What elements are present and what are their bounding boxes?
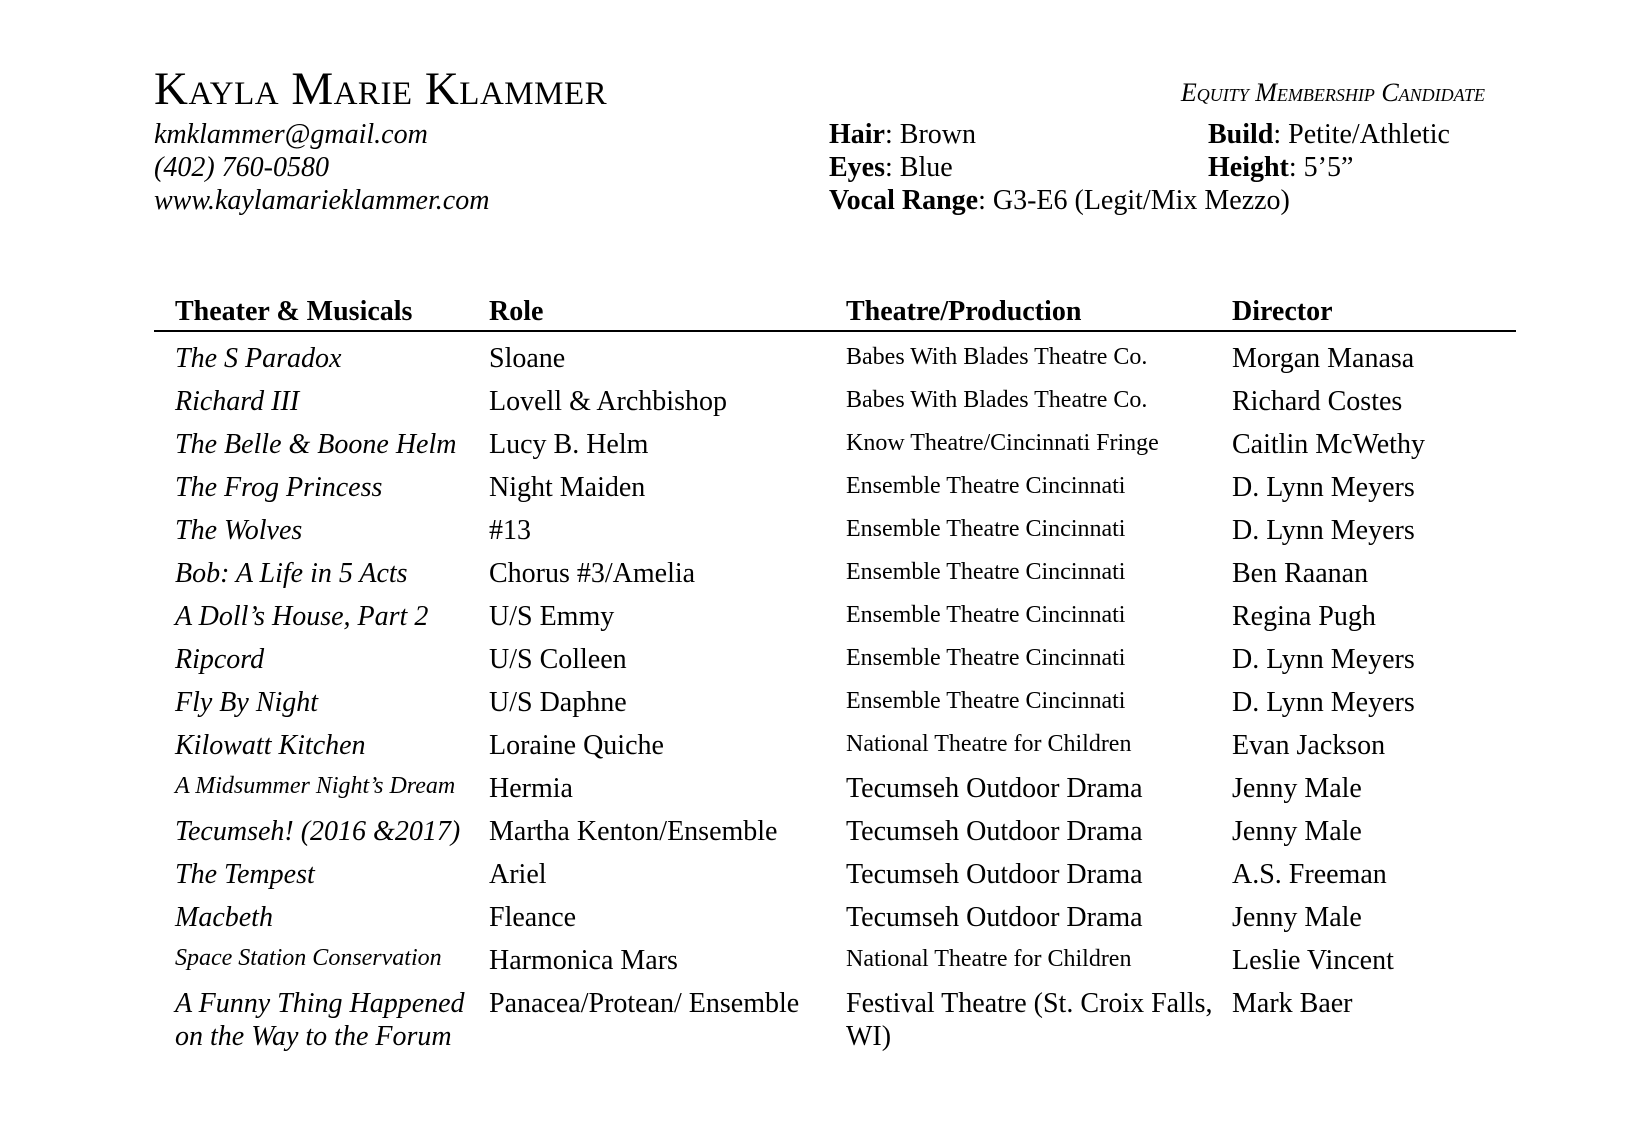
header-theatre: Theatre/Production bbox=[846, 296, 1082, 327]
contact-block bbox=[154, 118, 489, 217]
table-row bbox=[154, 504, 1516, 547]
stat-vocal-value: : G3-E6 (Legit/Mix Mezzo) bbox=[978, 185, 1290, 216]
header-role: Role bbox=[489, 296, 544, 327]
table-row bbox=[154, 719, 1516, 762]
table-row bbox=[154, 805, 1516, 848]
credit-role: Loraine Quiche bbox=[489, 730, 664, 761]
credit-director: Richard Costes bbox=[1232, 386, 1403, 417]
stat-height-label: Height bbox=[1208, 152, 1289, 183]
table-row bbox=[154, 633, 1516, 676]
table-row bbox=[154, 418, 1516, 461]
credit-director: Caitlin McWethy bbox=[1232, 429, 1425, 460]
table-row bbox=[154, 891, 1516, 934]
credit-theatre: National Theatre for Children bbox=[846, 731, 1132, 757]
credit-theatre: Babes With Blades Theatre Co. bbox=[846, 387, 1148, 413]
credit-role: Lucy B. Helm bbox=[489, 429, 649, 460]
credit-theatre: Tecumseh Outdoor Drama bbox=[846, 859, 1143, 890]
phone: (402) 760-0580 bbox=[154, 152, 329, 183]
credit-director: Evan Jackson bbox=[1232, 730, 1386, 761]
credit-theatre: Ensemble Theatre Cincinnati bbox=[846, 516, 1126, 542]
credit-role: Fleance bbox=[489, 902, 577, 933]
table-row bbox=[154, 762, 1516, 805]
stat-eyes-value: : Blue bbox=[885, 152, 953, 183]
credit-director: Regina Pugh bbox=[1232, 601, 1376, 632]
table-row bbox=[154, 676, 1516, 719]
table-row bbox=[154, 590, 1516, 633]
credit-title: Fly By Night bbox=[175, 687, 319, 718]
credit-title: A Midsummer Night’s Dream bbox=[175, 773, 456, 799]
credit-role: Harmonica Mars bbox=[489, 945, 678, 976]
header-title: Theater & Musicals bbox=[175, 296, 413, 327]
stat-eyes-label: Eyes bbox=[829, 152, 885, 183]
table-row bbox=[154, 332, 1516, 375]
credit-director: D. Lynn Meyers bbox=[1232, 472, 1415, 503]
credit-role: Sloane bbox=[489, 343, 566, 374]
header-director: Director bbox=[1232, 296, 1333, 327]
credit-director: D. Lynn Meyers bbox=[1232, 515, 1415, 546]
credit-title: The Frog Princess bbox=[175, 472, 383, 503]
credit-director: Jenny Male bbox=[1232, 773, 1362, 804]
credit-director: Leslie Vincent bbox=[1232, 945, 1394, 976]
credit-title: A Doll’s House, Part 2 bbox=[175, 601, 429, 632]
credit-title: Tecumseh! (2016 &2017) bbox=[175, 816, 461, 847]
credit-title: Space Station Conservation bbox=[175, 945, 442, 971]
credit-title: A Funny Thing Happened on the Way to the Forum bbox=[175, 988, 465, 1052]
website: www.kaylamarieklammer.com bbox=[154, 185, 490, 216]
credit-theatre: Ensemble Theatre Cincinnati bbox=[846, 602, 1126, 628]
credit-theatre: Tecumseh Outdoor Drama bbox=[846, 773, 1143, 804]
table-row bbox=[154, 848, 1516, 891]
credit-director: Morgan Manasa bbox=[1232, 343, 1415, 374]
credit-theatre: Ensemble Theatre Cincinnati bbox=[846, 688, 1126, 714]
table-row bbox=[154, 461, 1516, 504]
credit-director: A.S. Freeman bbox=[1232, 859, 1387, 890]
table-row bbox=[154, 547, 1516, 590]
credit-role: U/S Colleen bbox=[489, 644, 627, 675]
credit-role: Hermia bbox=[489, 773, 573, 804]
credit-theatre: Tecumseh Outdoor Drama bbox=[846, 902, 1143, 933]
credit-title: Ripcord bbox=[175, 644, 265, 675]
credit-director: Jenny Male bbox=[1232, 902, 1362, 933]
credit-title: The S Paradox bbox=[175, 343, 342, 374]
performer-name: Kayla Marie Klammer bbox=[154, 63, 608, 115]
credit-role: Chorus #3/Amelia bbox=[489, 558, 696, 589]
credit-director: D. Lynn Meyers bbox=[1232, 644, 1415, 675]
credit-theatre: Babes With Blades Theatre Co. bbox=[846, 344, 1148, 370]
credit-role: Panacea/Protean/ Ensemble bbox=[489, 988, 800, 1019]
credit-theatre: Ensemble Theatre Cincinnati bbox=[846, 559, 1126, 585]
credit-role: Martha Kenton/Ensemble bbox=[489, 816, 778, 847]
credit-director: Mark Baer bbox=[1232, 988, 1353, 1019]
stat-hair bbox=[829, 118, 1208, 151]
union-status: Equity Membership Candidate bbox=[1180, 78, 1485, 107]
credit-theatre: National Theatre for Children bbox=[846, 946, 1132, 972]
stat-hair-label: Hair bbox=[829, 119, 885, 150]
stat-eyes bbox=[829, 151, 1208, 184]
stat-height bbox=[1208, 151, 1353, 184]
credit-theatre: Know Theatre/Cincinnati Fringe bbox=[846, 430, 1159, 456]
credit-title: Richard III bbox=[175, 386, 300, 417]
credit-theatre: Festival Theatre (St. Croix Falls, WI) bbox=[846, 988, 1213, 1052]
credit-title: The Wolves bbox=[175, 515, 303, 546]
stat-build bbox=[1208, 118, 1450, 151]
credit-role: U/S Daphne bbox=[489, 687, 627, 718]
credits-header-row bbox=[154, 290, 1516, 332]
credit-theatre: Ensemble Theatre Cincinnati bbox=[846, 473, 1126, 499]
credit-theatre: Ensemble Theatre Cincinnati bbox=[846, 645, 1126, 671]
credit-role: Night Maiden bbox=[489, 472, 646, 503]
stat-height-value: : 5’5” bbox=[1288, 152, 1354, 183]
credit-title: The Tempest bbox=[175, 859, 315, 890]
stat-vocal-range bbox=[829, 184, 1290, 217]
credit-director: Jenny Male bbox=[1232, 816, 1362, 847]
stat-vocal-label: Vocal Range bbox=[829, 185, 979, 216]
credit-role: Lovell & Archbishop bbox=[489, 386, 727, 417]
credit-title: Kilowatt Kitchen bbox=[175, 730, 366, 761]
credit-title: The Belle & Boone Helm bbox=[175, 429, 457, 460]
credit-theatre: Tecumseh Outdoor Drama bbox=[846, 816, 1143, 847]
credit-director: D. Lynn Meyers bbox=[1232, 687, 1415, 718]
credit-title: Macbeth bbox=[175, 902, 273, 933]
table-row bbox=[154, 977, 1516, 1053]
credits-table bbox=[154, 290, 1516, 1053]
stat-build-value: : Petite/Athletic bbox=[1273, 119, 1450, 150]
table-row bbox=[154, 934, 1516, 977]
credit-title: Bob: A Life in 5 Acts bbox=[175, 558, 408, 589]
stat-build-label: Build bbox=[1208, 119, 1274, 150]
email: kmklammer@gmail.com bbox=[154, 119, 428, 150]
credit-role: Ariel bbox=[489, 859, 547, 890]
credit-role: U/S Emmy bbox=[489, 601, 615, 632]
credit-director: Ben Raanan bbox=[1232, 558, 1369, 589]
table-row bbox=[154, 375, 1516, 418]
physical-stats bbox=[829, 118, 1489, 217]
credit-role: #13 bbox=[489, 515, 531, 546]
stat-hair-value: : Brown bbox=[885, 119, 976, 150]
